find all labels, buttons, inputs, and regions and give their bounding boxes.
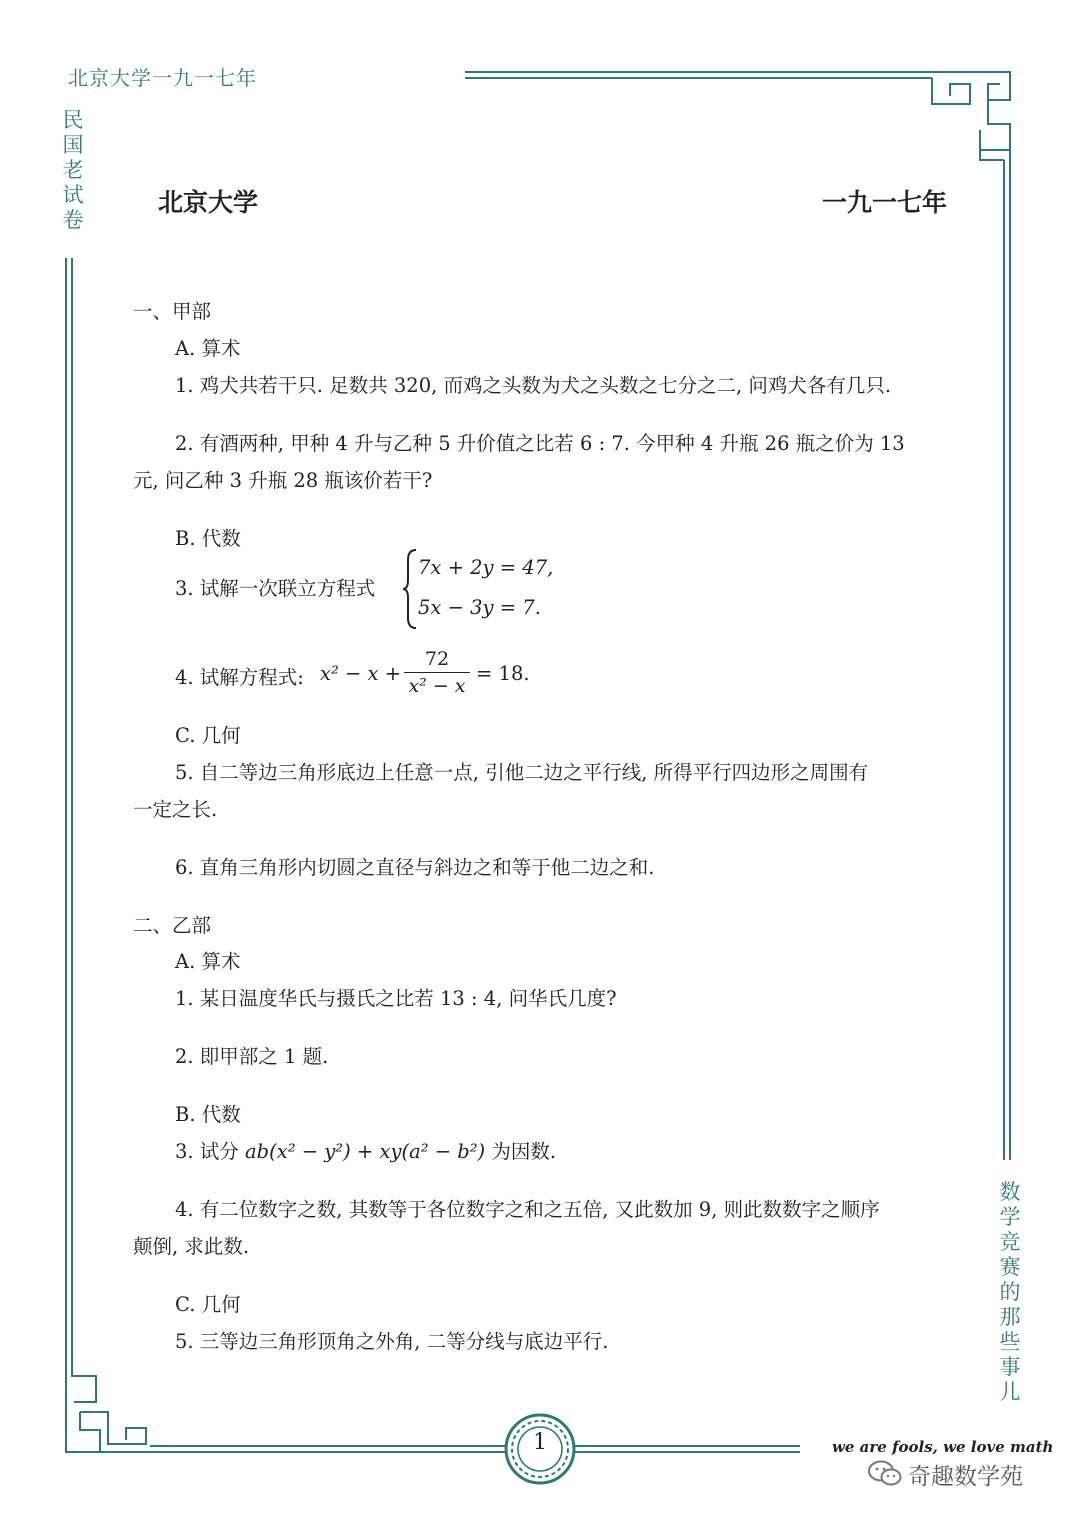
equation-1: 7x + 2y = 47, [418, 556, 554, 579]
part1-b-q4-prefix: 4. 试解方程式: [175, 666, 304, 689]
part2-b-q3: 3. 试分 ab(x² − y²) + xy(a² − b²) 为因数. [175, 1140, 557, 1163]
part1-c-q5-line1: 5. 自二等边三角形底边上任意一点, 引他二边之平行线, 所得平行四边形之周围有 [175, 761, 869, 784]
part2-b-q4-line2: 颠倒, 求此数. [133, 1235, 250, 1258]
wechat-icon [868, 1460, 902, 1486]
fraction-numerator: 72 [424, 648, 450, 670]
fraction-denominator: x² − x [408, 675, 466, 697]
side-label-left: 民 国 老 试 卷 [62, 108, 84, 232]
part1-c-q6: 6. 直角三角形内切圆之直径与斜边之和等于他二边之和. [175, 856, 655, 879]
part2-heading: 二、乙部 [133, 914, 212, 937]
part1-a-q1: 1. 鸡犬共若干只. 足数共 320, 而鸡之头数为犬之头数之七分之二, 问鸡犬各有几只. [175, 374, 892, 397]
page-number: 1 [533, 1430, 547, 1455]
part1-b-q4-lhs: x² − x + [320, 662, 402, 685]
exam-school-title: 北京大学 [158, 188, 259, 217]
part1-c-q5-line2: 一定之长. [133, 798, 218, 821]
part1-b-label: B. 代数 [175, 527, 241, 550]
equation-2: 5x − 3y = 7. [418, 596, 541, 619]
part1-b-q4-rhs: = 18. [476, 662, 530, 685]
part2-b-q4-line1: 4. 有二位数字之数, 其数等于各位数字之和之五倍, 又此数加 9, 则此数数字之顺序 [175, 1198, 880, 1221]
footer-motto: we are fools, we love math [832, 1438, 1054, 1456]
part2-c-q5: 5. 三等边三角形顶角之外角, 二等分线与底边平行. [175, 1330, 609, 1353]
part2-c-label: C. 几何 [175, 1293, 241, 1316]
exam-year-title: 一九一七年 [822, 188, 948, 217]
part1-c-label: C. 几何 [175, 724, 241, 747]
part2-a-q1: 1. 某日温度华氏与摄氏之比若 13 : 4, 问华氏几度? [175, 987, 617, 1010]
left-brace-icon [402, 548, 418, 630]
part1-heading: 一、甲部 [133, 300, 212, 323]
equation-system [402, 548, 582, 630]
watermark-text: 奇趣数学苑 [908, 1464, 1023, 1490]
part2-a-label: A. 算术 [175, 950, 241, 973]
part2-a-q2: 2. 即甲部之 1 题. [175, 1045, 329, 1068]
part1-b-q3-prefix: 3. 试解一次联立方程式 [175, 577, 376, 600]
fraction-bar [404, 672, 470, 673]
part2-b-label: B. 代数 [175, 1103, 241, 1126]
part1-a-q2-line2: 元, 问乙种 3 升瓶 28 瓶该价若干? [133, 469, 433, 492]
side-label-right: 数 学 竞 赛 的 那 些 事 儿 [999, 1180, 1021, 1404]
part1-a-label: A. 算术 [175, 337, 241, 360]
part1-a-q2-line1: 2. 有酒两种, 甲种 4 升与乙种 5 升价值之比若 6 : 7. 今甲种 4 升瓶 26 瓶之价为 13 [175, 432, 905, 455]
fraction [404, 648, 470, 697]
running-title: 北京大学一九一七年 [68, 66, 257, 90]
